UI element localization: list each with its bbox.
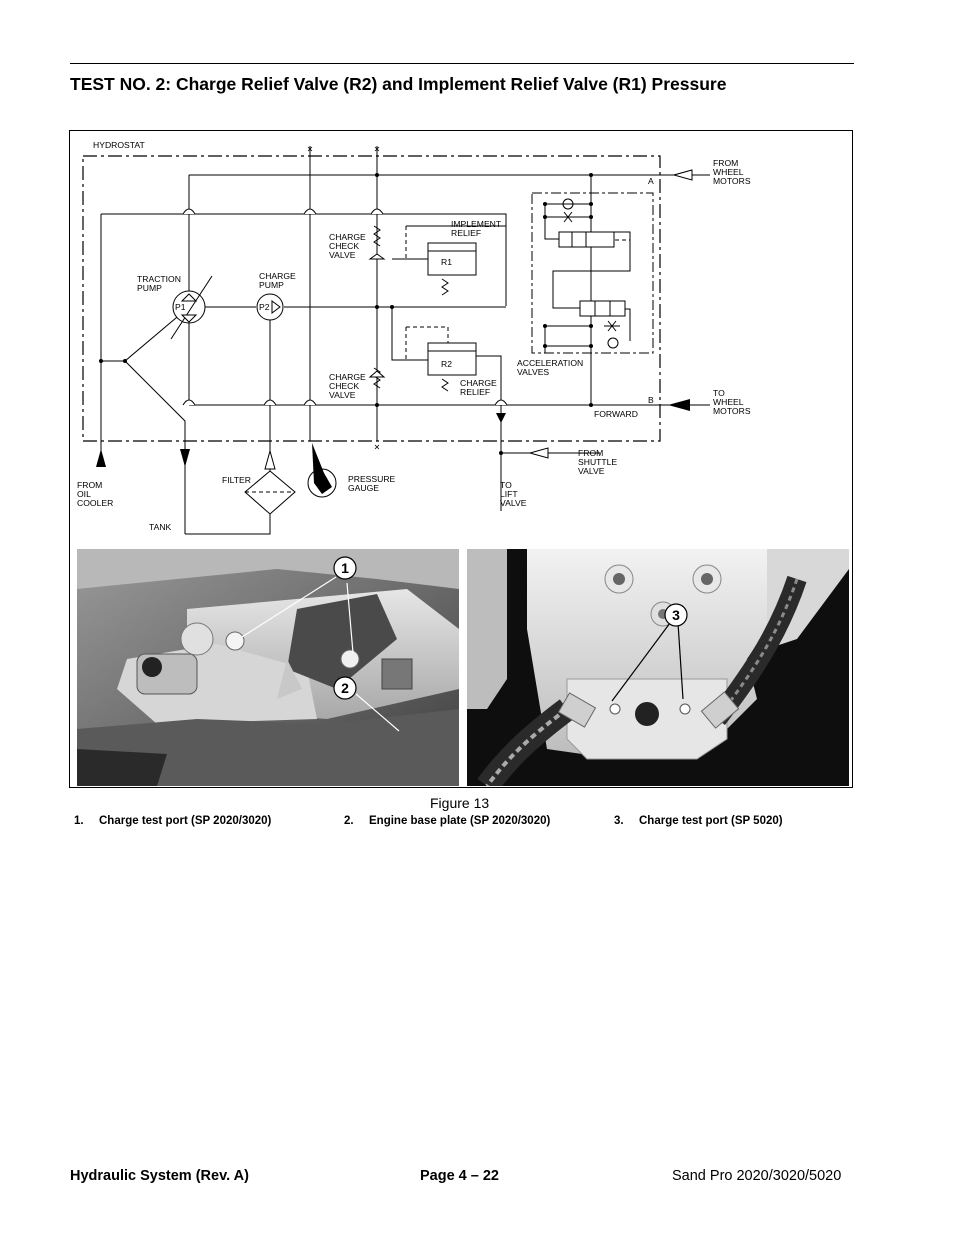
label-charge-relief-2: RELIEF [460, 387, 491, 397]
label-check-valve-top-3: VALVE [329, 250, 356, 260]
label-to-wheel-motors-2: WHEEL [713, 397, 744, 407]
figure-label: Figure 13 [430, 795, 490, 811]
label-to-lift-valve-1: TO [500, 480, 512, 490]
label-from-oil-cooler-1: FROM [77, 480, 103, 490]
label-port-a: A [648, 176, 654, 186]
label-to-wheel-motors-3: MOTORS [713, 406, 751, 416]
caption-2 [344, 815, 550, 827]
callout-2-text: 2 [341, 680, 349, 696]
label-acceleration-valves-2: VALVES [517, 367, 550, 377]
page-title: TEST NO. 2: Charge Relief Valve (R2) and Implement Relief Valve (R1) Pressure [70, 74, 727, 94]
label-from-wheel-motors-2: WHEEL [713, 167, 744, 177]
label-to-lift-valve-2: LIFT [500, 489, 518, 499]
label-pressure-gauge-1: PRESSURE [348, 474, 396, 484]
caption-2-text: Engine base plate (SP 2020/3020) [369, 815, 551, 827]
label-implement-relief-2: RELIEF [451, 228, 482, 238]
label-traction-pump-2: PUMP [137, 283, 162, 293]
label-forward: FORWARD [594, 409, 638, 419]
label-check-valve-top-2: CHECK [329, 241, 360, 251]
footer-page-number: Page 4 – 22 [420, 1168, 499, 1184]
label-port-b: B [648, 395, 654, 405]
label-filter: FILTER [222, 475, 251, 485]
label-to-wheel-motors-1: TO [713, 388, 725, 398]
caption-3-text: Charge test port (SP 5020) [639, 815, 783, 827]
callout-1 [334, 557, 356, 579]
label-hydrostat: HYDROSTAT [93, 140, 145, 150]
hydraulic-schematic [70, 131, 852, 545]
label-from-shuttle-valve-3: VALVE [578, 466, 605, 476]
caption-1-text: Charge test port (SP 2020/3020) [99, 815, 272, 827]
label-check-valve-bottom-2: CHECK [329, 381, 360, 391]
label-from-shuttle-valve-2: SHUTTLE [578, 457, 618, 467]
label-p2: P2 [259, 302, 270, 312]
label-traction-pump-1: TRACTION [137, 274, 181, 284]
label-from-shuttle-valve-1: FROM [578, 448, 604, 458]
label-from-wheel-motors-1: FROM [713, 158, 739, 168]
label-charge-pump-2: PUMP [259, 280, 284, 290]
label-to-lift-valve-3: VALVE [500, 498, 527, 508]
photo-sp5020 [467, 549, 849, 786]
caption-3 [614, 815, 783, 827]
callout-3-text: 3 [672, 607, 680, 623]
label-charge-relief-1: CHARGE [460, 378, 497, 388]
label-from-oil-cooler-2: OIL [77, 489, 91, 499]
label-from-wheel-motors-3: MOTORS [713, 176, 751, 186]
label-implement-relief-1: IMPLEMENT [451, 219, 502, 229]
label-from-oil-cooler-3: COOLER [77, 498, 114, 508]
photo-sp2020-3020 [77, 549, 459, 786]
label-check-valve-bottom-3: VALVE [329, 390, 356, 400]
top-rule [70, 63, 854, 64]
callout-2 [334, 677, 356, 699]
label-r2: R2 [441, 359, 452, 369]
label-p1: P1 [175, 302, 186, 312]
caption-1 [74, 815, 271, 827]
footer-section-title: Hydraulic System (Rev. A) [70, 1168, 249, 1184]
label-acceleration-valves-1: ACCELERATION [517, 358, 584, 368]
caption-3-number: 3. [614, 815, 624, 827]
caption-1-number: 1. [74, 815, 84, 827]
footer-product-name: Sand Pro 2020/3020/5020 [672, 1168, 842, 1184]
label-pressure-gauge-2: GAUGE [348, 483, 380, 493]
label-check-valve-bottom-1: CHARGE [329, 372, 366, 382]
label-r1: R1 [441, 257, 452, 267]
label-charge-pump-1: CHARGE [259, 271, 296, 281]
caption-2-number: 2. [344, 815, 354, 827]
callout-1-text: 1 [341, 560, 349, 576]
callout-3 [665, 604, 687, 626]
label-tank: TANK [149, 522, 172, 532]
label-check-valve-top-1: CHARGE [329, 232, 366, 242]
